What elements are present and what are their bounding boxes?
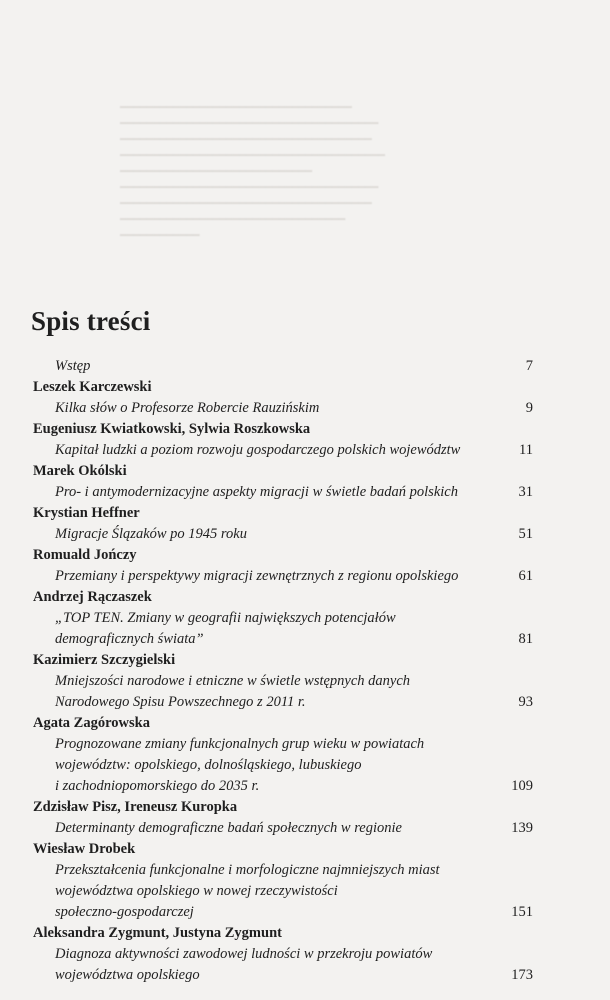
toc-article-title: Wstęp [55,358,91,374]
toc-author: Andrzej Rączaszek [33,589,152,605]
toc-entry [33,734,533,797]
toc-article-title: demograficznych świata” [55,631,204,647]
toc-entry [33,398,533,419]
bleed-through-text: ━━━━━━━━━━━━━━━━━━━━━━━━━━━━━━━━━━━ ━━━━━━━━━━━━━━━━━━━━━━━━━━━━━━━━━━━━━━━ ━━━━━━━━━━━━━━━━━━━━━━━━━━━━━━━━━━━━━━ ━━━━━━━━━━━━━━━━━━━━━━━━━━━━━━━━━━━━━━━━ ━━━━━━━━━━━━━━━━━━━━━━━━━━━━━ ━━━━━━━━━━━━━━━━━━━━━━━━━━━━━━━━━━━━━━━ ━━━━━━━━━━━━━━━━━━━━━━━━━━━━━━━━━━━━━━ ━━━━━━━━━━━━━━━━━━━━━━━━━━━━━━━━━━ ━━━━━━━━━━━━ [120,102,385,242]
toc-article-title: Migracje Ślązaków po 1945 roku [55,526,247,542]
toc-author: Aleksandra Zygmunt, Justyna Zygmunt [33,925,282,941]
table-of-contents [33,356,533,986]
toc-entry [33,440,533,461]
toc-author: Zdzisław Pisz, Ireneusz Kuropka [33,799,238,815]
toc-page-number: 139 [511,820,533,836]
toc-article-title: województwa opolskiego [55,967,200,983]
toc-page-number: 93 [518,694,533,710]
toc-entry [33,608,533,650]
toc-author: Leszek Karczewski [33,379,152,395]
toc-entry [33,566,533,587]
toc-entry [33,524,533,545]
toc-entry [33,818,533,839]
toc-author: Wiesław Drobek [33,841,136,857]
toc-article-title: Przemiany i perspektywy migracji zewnętrznych z regionu opolskiego [55,568,459,584]
toc-page-number: 11 [519,442,533,458]
toc-page-number: 51 [518,526,533,542]
page-title: Spis treści [31,306,151,336]
toc-page-number: 9 [525,400,533,416]
toc-author: Romuald Jończy [33,547,137,563]
toc-page-number: 81 [518,631,533,647]
toc-article-title: Kapitał ludzki a poziom rozwoju gospodarczego polskich województw [55,442,461,458]
toc-author: Kazimierz Szczygielski [33,652,176,668]
toc-article-title: Przekształcenia funkcjonalne i morfologiczne najmniejszych miast [55,862,440,878]
toc-article-title: województw: opolskiego, dolnośląskiego, lubuskiego [55,757,362,773]
toc-page-number: 31 [518,484,533,500]
toc-article-title: Determinanty demograficzne badań społecznych w regionie [55,820,402,836]
toc-page-number: 61 [518,568,533,584]
toc-article-title: i zachodniopomorskiego do 2035 r. [55,778,260,794]
toc-author: Marek Okólski [33,463,127,479]
toc-entry [33,482,533,503]
toc-entry [33,944,533,986]
toc-article-title: Narodowego Spisu Powszechnego z 2011 r. [55,694,306,710]
toc-author: Krystian Heffner [33,505,140,521]
toc-article-title: społeczno-gospodarczej [55,904,194,920]
toc-entry [33,860,533,923]
toc-article-title: Pro- i antymodernizacyjne aspekty migracji w świetle badań polskich [55,484,458,500]
toc-article-title: województwa opolskiego w nowej rzeczywistości [55,883,338,899]
toc-page-number: 7 [525,358,533,374]
toc-page-number: 151 [511,904,533,920]
toc-page-number: 173 [511,967,533,983]
toc-article-title: „TOP TEN. Zmiany w geografii największych potencjałów [55,610,396,626]
toc-entry [33,356,533,377]
toc-author: Agata Zagórowska [33,715,150,731]
toc-article-title: Diagnoza aktywności zawodowej ludności w przekroju powiatów [55,946,433,962]
toc-entry [33,671,533,713]
toc-page-number: 109 [511,778,533,794]
toc-article-title: Prognozowane zmiany funkcjonalnych grup wieku w powiatach [55,736,425,752]
toc-article-title: Kilka słów o Profesorze Robercie Rauzińskim [55,400,320,416]
toc-article-title: Mniejszości narodowe i etniczne w świetle wstępnych danych [55,673,411,689]
toc-author: Eugeniusz Kwiatkowski, Sylwia Roszkowska [33,421,311,437]
